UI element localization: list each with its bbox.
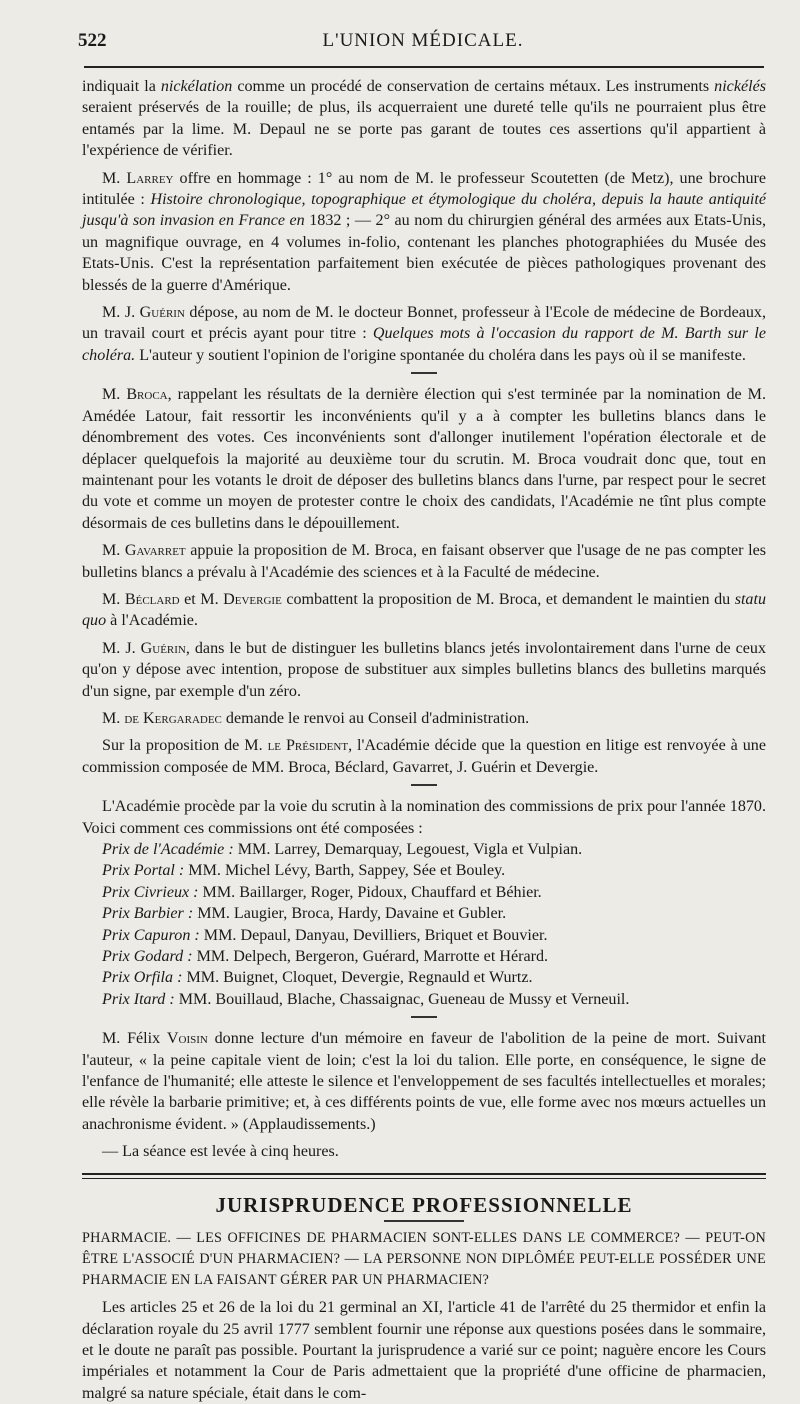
section-subheading: PHARMACIE. — LES OFFICINES DE PHARMACIEN SONT-ELLES DANS LE COMMERCE? — PEUT-ON ÊTRE L'ASSOCIÉ D'UN PHARMACIEN? — LA PERSONNE NON DIPLÔMÉE PEUT-ELLE POSSÉDER UNE PHARMACIE EN LA FAISANT GÉRER PAR UN PHARMACIEN? [82, 1230, 766, 1289]
paragraph-prize-commissions: L'Académie procède par la voie du scrutin à la nomination des commissions de prix pour l'année 1870. Voici comment ces commissions ont été composées : [82, 798, 766, 837]
prize-item: Prix Barbier : MM. Laugier, Broca, Hardy, Davaine et Gubler. [102, 905, 507, 923]
running-header [78, 30, 768, 56]
prize-item: Prix Orfila : MM. Buignet, Cloquet, Devergie, Regnauld et Wurtz. [102, 969, 533, 987]
prize-list [82, 839, 766, 1010]
paragraph-guerin-proposal: M. J. Guérin, dans le but de distinguer les bulletins blancs jetés involontairement dans l'urne de ceux qu'on y dépose avec intention, propose de substituer aux simples bulletins blancs des bulletins marqués d'un signe, par exemple d'un zéro. [82, 639, 766, 700]
prize-item: Prix Itard : MM. Bouillaud, Blache, Chassaignac, Gueneau de Mussy et Verneuil. [102, 990, 630, 1008]
section-dash [411, 784, 437, 786]
prize-item: Prix Civrieux : MM. Baillarger, Roger, Pidoux, Chauffard et Béhier. [102, 883, 542, 901]
section-dash [411, 372, 437, 374]
section-double-rule [82, 1173, 766, 1179]
heading-underline [384, 1220, 464, 1222]
paragraph-nickelation: indiquait la nickélation comme un procédé de conservation de certains métaux. Les instruments nickélés seraient préservés de la rouille; de plus, ils acquerraient une dureté telle qu'ils ne pourraient plus être entamés par la lime. M. Depaul ne se porte pas garant de toutes ces assertions qu'il appartient à l'expérience de vérifier. [82, 78, 766, 160]
header-rule [84, 66, 764, 68]
journal-title: L'UNION MÉDICALE. [322, 30, 524, 51]
section-heading: JURISPRUDENCE PROFESSIONNELLE [215, 1192, 633, 1217]
paragraph-president-decision: Sur la proposition de M. le Président, l'Académie décide que la question en litige est renvoyée à une commission composée de MM. Broca, Béclard, Gavarret, J. Guérin et Devergie. [82, 737, 766, 776]
paragraph-kergaradec: M. de Kergaradec demande le renvoi au Conseil d'administration. [102, 709, 530, 727]
paragraph-jurisprudence: Les articles 25 et 26 de la loi du 21 germinal an XI, l'article 41 de l'arrêté du 25 thermidor et enfin la déclaration royale du 25 avril 1777 semblent fournir une réponse aux questions posées dans le sommaire, et le doute ne paraît pas possible. Pourtant la jurisprudence a varié sur ce point; naguère encore les Cours impériales et notamment la Cour de Paris admettaient que la propriété d'une officine de pharmacien, malgré sa nature spéciale, était dans le com- [82, 1299, 766, 1402]
paragraph-larrey: M. Larrey offre en hommage : 1° au nom de M. le professeur Scoutetten (de Metz), une brochure intitulée : Histoire chronologique, topographique et étymologique du choléra, depuis la haute antiquité jusqu'à son invasion en France en 1832 ; — 2° au nom du chirurgien général des armées aux Etats-Unis, un magnifique ouvrage, en 4 volumes in-folio, contenant les planches photographiées du Musée des Etats-Unis. C'est la représentation parfaitement bien exécutée de pièces pathologiques provenant des blessés de la guerre d'Amérique. [82, 169, 767, 294]
paragraph-gavarret: M. Gavarret appuie la proposition de M. Broca, en faisant observer que l'usage de ne pas compter les bulletins blancs a prévalu à l'Académie des sciences et à la Faculté de médecine. [82, 542, 766, 581]
paragraph-session-closed: — La séance est levée à cinq heures. [102, 1143, 339, 1161]
paragraph-voisin: M. Félix Voisin donne lecture d'un mémoire en faveur de l'abolition de la peine de mort. Suivant l'auteur, « la peine capitale vient de loin; c'est la loi du talion. Elle porte, en conséquence, le signe de l'enfance de l'humanité; elle atteste le silence et l'enveloppement de ses facultés intellectuelles et morales; elle révèle la barbarie primitive; et, à ces différents points de vue, elle forme avec nos mœurs actuelles un anachronisme évident. » (Applaudissements.) [82, 1030, 766, 1133]
prize-item: Prix Godard : MM. Delpech, Bergeron, Guérard, Marrotte et Hérard. [102, 948, 549, 966]
page-number: 522 [78, 30, 107, 51]
article-body [82, 76, 766, 1404]
prize-item: Prix Capuron : MM. Depaul, Danyau, Devilliers, Briquet et Bouvier. [102, 926, 548, 944]
prize-item: Prix de l'Académie : MM. Larrey, Demarquay, Legouest, Vigla et Vulpian. [102, 841, 583, 858]
section-dash [411, 1016, 437, 1018]
paragraph-guerin: M. J. Guérin dépose, au nom de M. le docteur Bonnet, professeur à l'Ecole de médecine de Bordeaux, un travail court et précis ayant pour titre : Quelques mots à l'occasion du rapport de M. Barth sur le choléra. L'auteur y soutient l'opinion de l'origine spontanée du choléra dans les pays où il se manifeste. [82, 304, 766, 364]
paragraph-broca: M. Broca, rappelant les résultats de la dernière élection qui s'est terminée par la nomination de M. Amédée Latour, fait ressortir les inconvénients qu'il y a à compter les bulletins blancs dans le dénombrement des votes. Ces inconvénients sont d'allonger inutilement l'opération électorale et de déplacer quelquefois la majorité au deuxième tour du scrutin. M. Broca voudrait donc que, tout en maintenant pour les votants le droit de déposer des bulletins blancs dans l'urne, par respect pour le secret du vote et comme un moyen de protester contre le choix des candidats, l'Académie ne tînt plus compte désormais de ces bulletins dans le dépouillement. [82, 386, 766, 532]
prize-item: Prix Portal : MM. Michel Lévy, Barth, Sappey, Sée et Bouley. [102, 862, 506, 880]
paragraph-beclard-devergie: M. Béclard et M. Devergie combattent la proposition de M. Broca, et demandent le maintien du statu quo à l'Académie. [82, 590, 766, 630]
